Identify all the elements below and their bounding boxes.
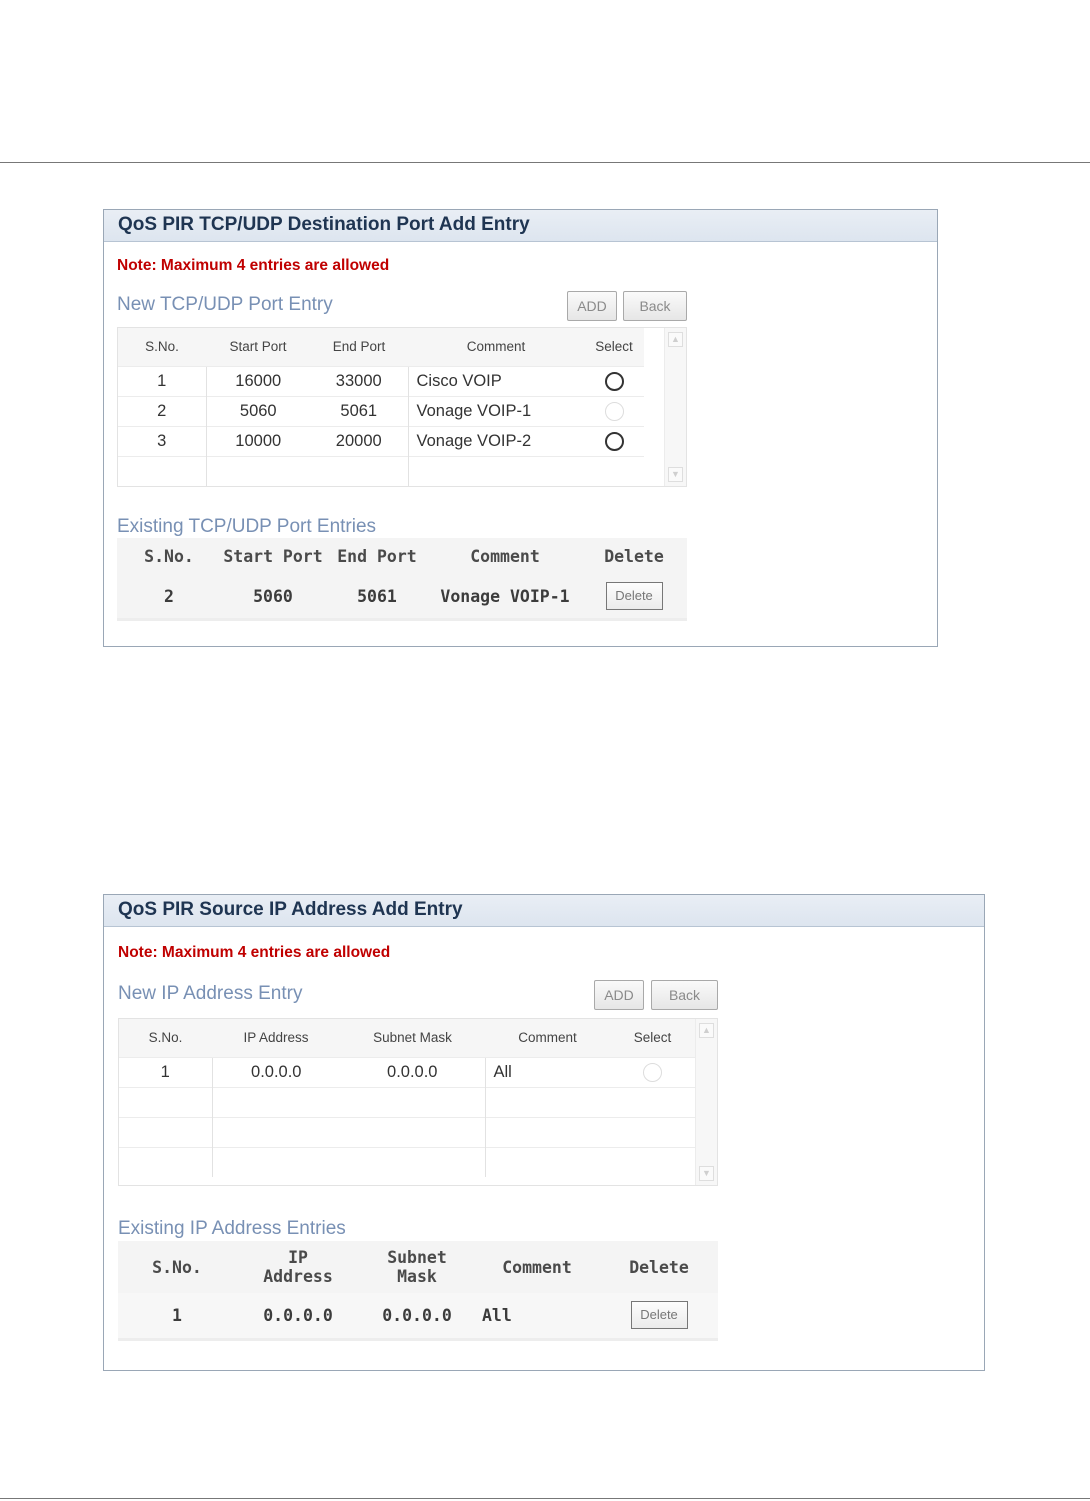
- cell-subnet-mask: 0.0.0.0: [382, 1305, 452, 1325]
- table-row[interactable]: [119, 1057, 695, 1087]
- panel-title: QoS PIR TCP/UDP Destination Port Add Entry: [104, 210, 937, 242]
- cell-select: [584, 366, 644, 396]
- existing-port-entries-title: Existing TCP/UDP Port Entries: [117, 516, 377, 537]
- col-header-sno: S.No.: [118, 1241, 236, 1293]
- cell-sno: 2: [118, 396, 206, 426]
- empty-cell: [212, 1117, 340, 1147]
- empty-cell: [118, 456, 206, 486]
- empty-cell: [485, 1117, 610, 1147]
- col-header-start-port: Start Port: [221, 538, 325, 574]
- table-header-row: [118, 1241, 718, 1293]
- radio-button-icon: [605, 402, 624, 421]
- col-header-subnet-mask: [360, 1241, 474, 1293]
- cell-comment: Vonage VOIP-2: [408, 426, 584, 456]
- empty-cell: [212, 1087, 340, 1117]
- cell-comment: Vonage VOIP-1: [440, 586, 570, 606]
- max-entries-note: Note: Maximum 4 entries are allowed: [117, 257, 390, 274]
- page-top-divider: [0, 162, 1090, 163]
- empty-table-row: [119, 1147, 695, 1177]
- scroll-down-arrow-icon[interactable]: ▼: [668, 467, 683, 482]
- col-header-comment: Comment: [429, 538, 581, 574]
- vertical-scrollbar[interactable]: [664, 328, 686, 486]
- cell-comment: Cisco VOIP: [408, 366, 584, 396]
- cell-start-port: 16000: [206, 366, 310, 396]
- cell-comment: All: [485, 1057, 610, 1087]
- cell-start-port: 5060: [253, 586, 293, 606]
- cell-comment: Vonage VOIP-1: [408, 396, 584, 426]
- table-row[interactable]: [118, 396, 644, 426]
- empty-cell: [340, 1117, 485, 1147]
- existing-port-entries-table: [117, 538, 687, 618]
- table-header-row: [118, 328, 644, 366]
- col-header-select: Select: [584, 328, 644, 366]
- cell-delete: [581, 574, 687, 618]
- col-header-sno: S.No.: [118, 328, 206, 366]
- add-button[interactable]: ADD: [594, 980, 644, 1010]
- empty-cell: [212, 1147, 340, 1177]
- cell-end-port: 5061: [357, 586, 397, 606]
- cell-select: [584, 426, 644, 456]
- cell-select: [584, 396, 644, 426]
- new-port-entry-table: [118, 328, 644, 486]
- col-header-ip-address: IP Address: [212, 1019, 340, 1057]
- existing-ip-entries-title: Existing IP Address Entries: [118, 1218, 346, 1239]
- cell-end-port: 20000: [310, 426, 408, 456]
- cell-select: [610, 1057, 695, 1087]
- empty-table-row: [119, 1117, 695, 1147]
- scroll-down-arrow-icon[interactable]: ▼: [699, 1166, 714, 1181]
- panel-title: QoS PIR Source IP Address Add Entry: [104, 895, 984, 927]
- radio-button-icon[interactable]: [605, 372, 624, 391]
- vertical-scrollbar[interactable]: [695, 1019, 717, 1185]
- new-ip-entry-table: [119, 1019, 695, 1177]
- new-port-entry-table-container: [117, 327, 687, 487]
- table-header-row: [119, 1019, 695, 1057]
- table-row: [118, 1293, 718, 1337]
- col-header-comment: Comment: [474, 1241, 600, 1293]
- empty-cell: [206, 456, 310, 486]
- empty-cell: [610, 1117, 695, 1147]
- scroll-up-arrow-icon[interactable]: ▲: [699, 1023, 714, 1038]
- empty-cell: [340, 1087, 485, 1117]
- table-row[interactable]: [118, 366, 644, 396]
- col-header-delete: Delete: [600, 1241, 718, 1293]
- col-header-end-port: End Port: [310, 328, 408, 366]
- header-line: Mask: [397, 1267, 437, 1286]
- col-header-select: Select: [610, 1019, 695, 1057]
- header-line: IP: [288, 1248, 308, 1267]
- existing-ip-entries-table: [118, 1241, 718, 1337]
- page-bottom-divider: [0, 1498, 1090, 1499]
- radio-button-icon: [643, 1063, 662, 1082]
- cell-end-port: 33000: [310, 366, 408, 396]
- col-header-comment: Comment: [485, 1019, 610, 1057]
- cell-comment: All: [482, 1305, 512, 1325]
- new-ip-entry-table-container: [118, 1018, 718, 1186]
- cell-end-port: 5061: [310, 396, 408, 426]
- col-header-subnet-mask: Subnet Mask: [340, 1019, 485, 1057]
- cell-sno: 1: [119, 1057, 212, 1087]
- empty-cell: [119, 1117, 212, 1147]
- col-header-ip-address: [236, 1241, 360, 1293]
- cell-subnet-mask: 0.0.0.0: [340, 1057, 485, 1087]
- col-header-end-port: End Port: [325, 538, 429, 574]
- add-button[interactable]: ADD: [567, 291, 617, 321]
- col-header-delete: Delete: [581, 538, 687, 574]
- scroll-up-arrow-icon[interactable]: ▲: [668, 332, 683, 347]
- header-line: Subnet: [387, 1248, 447, 1267]
- cell-sno: 1: [172, 1305, 182, 1325]
- header-line: Address: [263, 1267, 333, 1286]
- new-port-entry-title: New TCP/UDP Port Entry: [117, 294, 333, 315]
- table-row[interactable]: [118, 426, 644, 456]
- cell-sno: 1: [118, 366, 206, 396]
- cell-ip-address: 0.0.0.0: [212, 1057, 340, 1087]
- existing-ip-entries-container: [118, 1241, 718, 1341]
- empty-cell: [610, 1147, 695, 1177]
- empty-cell: [485, 1087, 610, 1117]
- table-header-row: [117, 538, 687, 574]
- new-ip-entry-title: New IP Address Entry: [118, 983, 303, 1004]
- existing-port-entries-container: [117, 538, 687, 621]
- delete-button[interactable]: Delete: [606, 582, 663, 610]
- back-button[interactable]: Back: [623, 291, 687, 321]
- empty-cell: [310, 456, 408, 486]
- col-header-start-port: Start Port: [206, 328, 310, 366]
- empty-table-row: [118, 456, 644, 486]
- empty-cell: [119, 1147, 212, 1177]
- cell-sno: 3: [118, 426, 206, 456]
- cell-delete: [600, 1293, 718, 1337]
- cell-start-port: 10000: [206, 426, 310, 456]
- delete-button[interactable]: Delete: [631, 1301, 688, 1329]
- cell-ip-address: 0.0.0.0: [263, 1305, 333, 1325]
- max-entries-note: Note: Maximum 4 entries are allowed: [118, 944, 391, 961]
- empty-cell: [584, 456, 644, 486]
- tcp-udp-port-panel: [103, 209, 938, 647]
- col-header-comment: Comment: [408, 328, 584, 366]
- empty-cell: [119, 1087, 212, 1117]
- source-ip-panel: [103, 894, 985, 1371]
- cell-sno: 2: [164, 586, 174, 606]
- col-header-sno: S.No.: [119, 1019, 212, 1057]
- back-button[interactable]: Back: [651, 980, 718, 1010]
- empty-table-row: [119, 1087, 695, 1117]
- empty-cell: [610, 1087, 695, 1117]
- empty-cell: [485, 1147, 610, 1177]
- empty-cell: [340, 1147, 485, 1177]
- radio-button-icon[interactable]: [605, 432, 624, 451]
- cell-start-port: 5060: [206, 396, 310, 426]
- col-header-sno: S.No.: [117, 538, 221, 574]
- empty-cell: [408, 456, 584, 486]
- table-row: [117, 574, 687, 618]
